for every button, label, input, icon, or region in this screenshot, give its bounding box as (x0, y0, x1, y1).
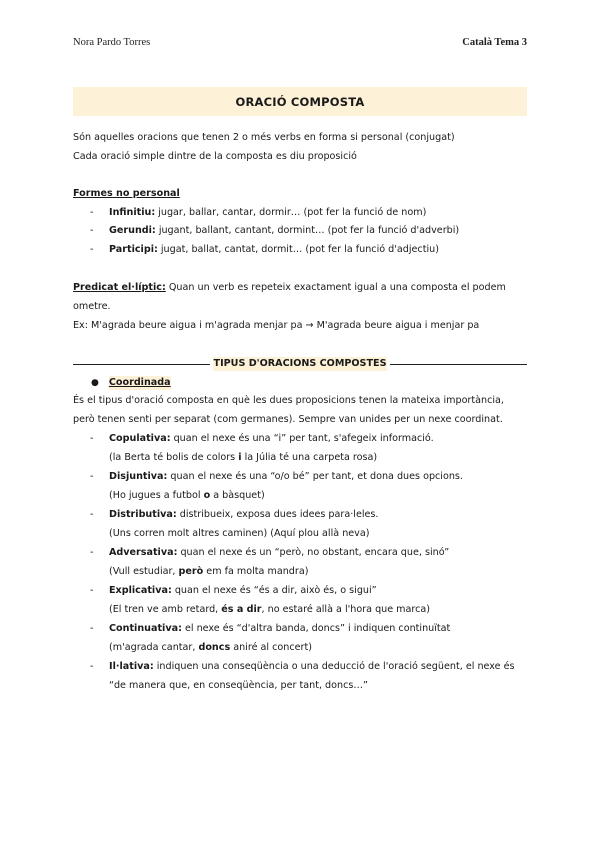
separator-rule-left (73, 364, 210, 365)
example-nexe: i (238, 452, 242, 463)
formes-heading-text: Formes no personal (73, 188, 180, 199)
dash-marker: - (90, 225, 94, 236)
example-text: (Uns corren molt altres caminen) (Aquí plou allà neva) (109, 528, 370, 539)
type-example (109, 565, 308, 579)
type-continuativa (109, 622, 450, 636)
forma-term: Gerundi: (109, 225, 156, 236)
type-name: Copulativa: (109, 433, 171, 444)
author-name: Nora Pardo Torres (73, 37, 151, 48)
example-text: em fa molta mandra) (203, 566, 309, 577)
example-text: (m'agrada cantar, (109, 642, 199, 653)
type-def: distribueix, exposa dues idees para·leles. (176, 509, 379, 520)
type-illativa (109, 660, 515, 674)
type-example (109, 527, 369, 541)
type-def: quan el nexe és un “però, no obstant, encara que, sinó” (177, 547, 450, 558)
example-text: (Ho jugues a futbol (109, 490, 204, 501)
type-name: Distributiva: (109, 509, 177, 520)
subject-label: Català Tema 3 (462, 37, 527, 48)
type-disjuntiva (109, 470, 463, 484)
type-example (109, 451, 377, 465)
example-nexe: és a dir (221, 604, 262, 615)
forma-item-gerundi (109, 224, 459, 238)
page-title: ORACIÓ COMPOSTA (235, 94, 365, 109)
predicat-line-1 (73, 281, 506, 295)
intro-line-1: Són aquelles oracions que tenen 2 o més verbs en forma si personal (conjugat) (73, 132, 455, 143)
type-name: Il·lativa: (109, 661, 154, 672)
type-def: quan el nexe és “és a dir, això és, o sigui” (171, 585, 377, 596)
example-text: “de manera que, en conseqüència, per tant, doncs…” (109, 680, 368, 691)
dash-marker: - (90, 244, 94, 255)
dash-marker: - (90, 547, 94, 558)
separator-rule-right (390, 364, 527, 365)
type-name: Continuativa: (109, 623, 182, 634)
type-def: quan el nexe és una “i” per tant, s'afegeix informació. (170, 433, 434, 444)
example-text: (El tren ve amb retard, (109, 604, 222, 615)
title-banner (73, 87, 527, 116)
type-example (109, 489, 265, 503)
example-text: (la Berta té bolis de colors (109, 452, 239, 463)
dash-marker: - (90, 661, 94, 672)
type-def: indiquen una conseqüència o una deducció de l'oració següent, el nexe és (153, 661, 515, 672)
dash-marker: - (90, 585, 94, 596)
coordinada-heading (91, 376, 171, 390)
predicat-example: Ex: M'agrada beure aigua i m'agrada menjar pa → M'agrada beure aigua i menjar pa (73, 320, 480, 331)
formes-heading (73, 187, 180, 201)
type-example (109, 603, 430, 617)
type-def: quan el nexe és una “o/o bé” per tant, et dona dues opcions. (167, 471, 463, 482)
section-separator (73, 357, 527, 371)
predicat-heading: Predicat el·líptic: (73, 282, 166, 293)
forma-term: Infinitiu: (109, 207, 156, 218)
bullet-icon: ● (91, 378, 99, 388)
example-text: , no estaré allà a l'hora que marca) (261, 604, 431, 615)
forma-text: jugat, ballat, cantat, dormit… (pot fer la funció d'adjectiu) (157, 244, 439, 255)
type-name: Explicativa: (109, 585, 172, 596)
type-copulativa (109, 432, 434, 446)
dash-marker: - (90, 471, 94, 482)
intro-line-2: Cada oració simple dintre de la composta es diu proposició (73, 151, 357, 162)
example-nexe: o (203, 490, 211, 501)
type-name: Disjuntiva: (109, 471, 168, 482)
dash-marker: - (90, 509, 94, 520)
forma-item-participi (109, 243, 439, 257)
type-name: Adversativa: (109, 547, 178, 558)
type-example (109, 641, 312, 655)
predicat-text-1: Quan un verb es repeteix exactament igual a una composta el podem (165, 282, 506, 293)
example-nexe: però (178, 566, 204, 577)
tipus-heading: TIPUS D'ORACIONS COMPOSTES (213, 358, 387, 369)
predicat-line-2: ometre. (73, 301, 111, 312)
coordinada-desc-2: però tenen senti per separat (com germanes). Sempre van unides per un nexe coordinat. (73, 414, 503, 425)
dash-marker: - (90, 207, 94, 218)
type-example (109, 679, 368, 693)
type-def: el nexe és “d'altra banda, doncs” i indiquen continuïtat (181, 623, 451, 634)
forma-item-infinitiu (109, 206, 426, 220)
example-text: a bàsquet) (210, 490, 265, 501)
forma-term: Participi: (109, 244, 158, 255)
dash-marker: - (90, 623, 94, 634)
type-explicativa (109, 584, 377, 598)
dash-marker: - (90, 433, 94, 444)
example-nexe: doncs (198, 642, 231, 653)
coordinada-heading-text: Coordinada (108, 377, 171, 388)
example-text: (Vull estudiar, (109, 566, 179, 577)
type-adversativa (109, 546, 449, 560)
type-distributiva (109, 508, 378, 522)
coordinada-desc-1: És el tipus d'oració composta en què les dues proposicions tenen la mateixa importància, (73, 395, 504, 406)
forma-text: jugar, ballar, cantar, dormir… (pot fer la funció de nom) (155, 207, 427, 218)
forma-text: jugant, ballant, cantant, dormint… (pot fer la funció d'adverbi) (155, 225, 460, 236)
example-text: aniré al concert) (230, 642, 312, 653)
example-text: la Júlia té una carpeta rosa) (241, 452, 378, 463)
